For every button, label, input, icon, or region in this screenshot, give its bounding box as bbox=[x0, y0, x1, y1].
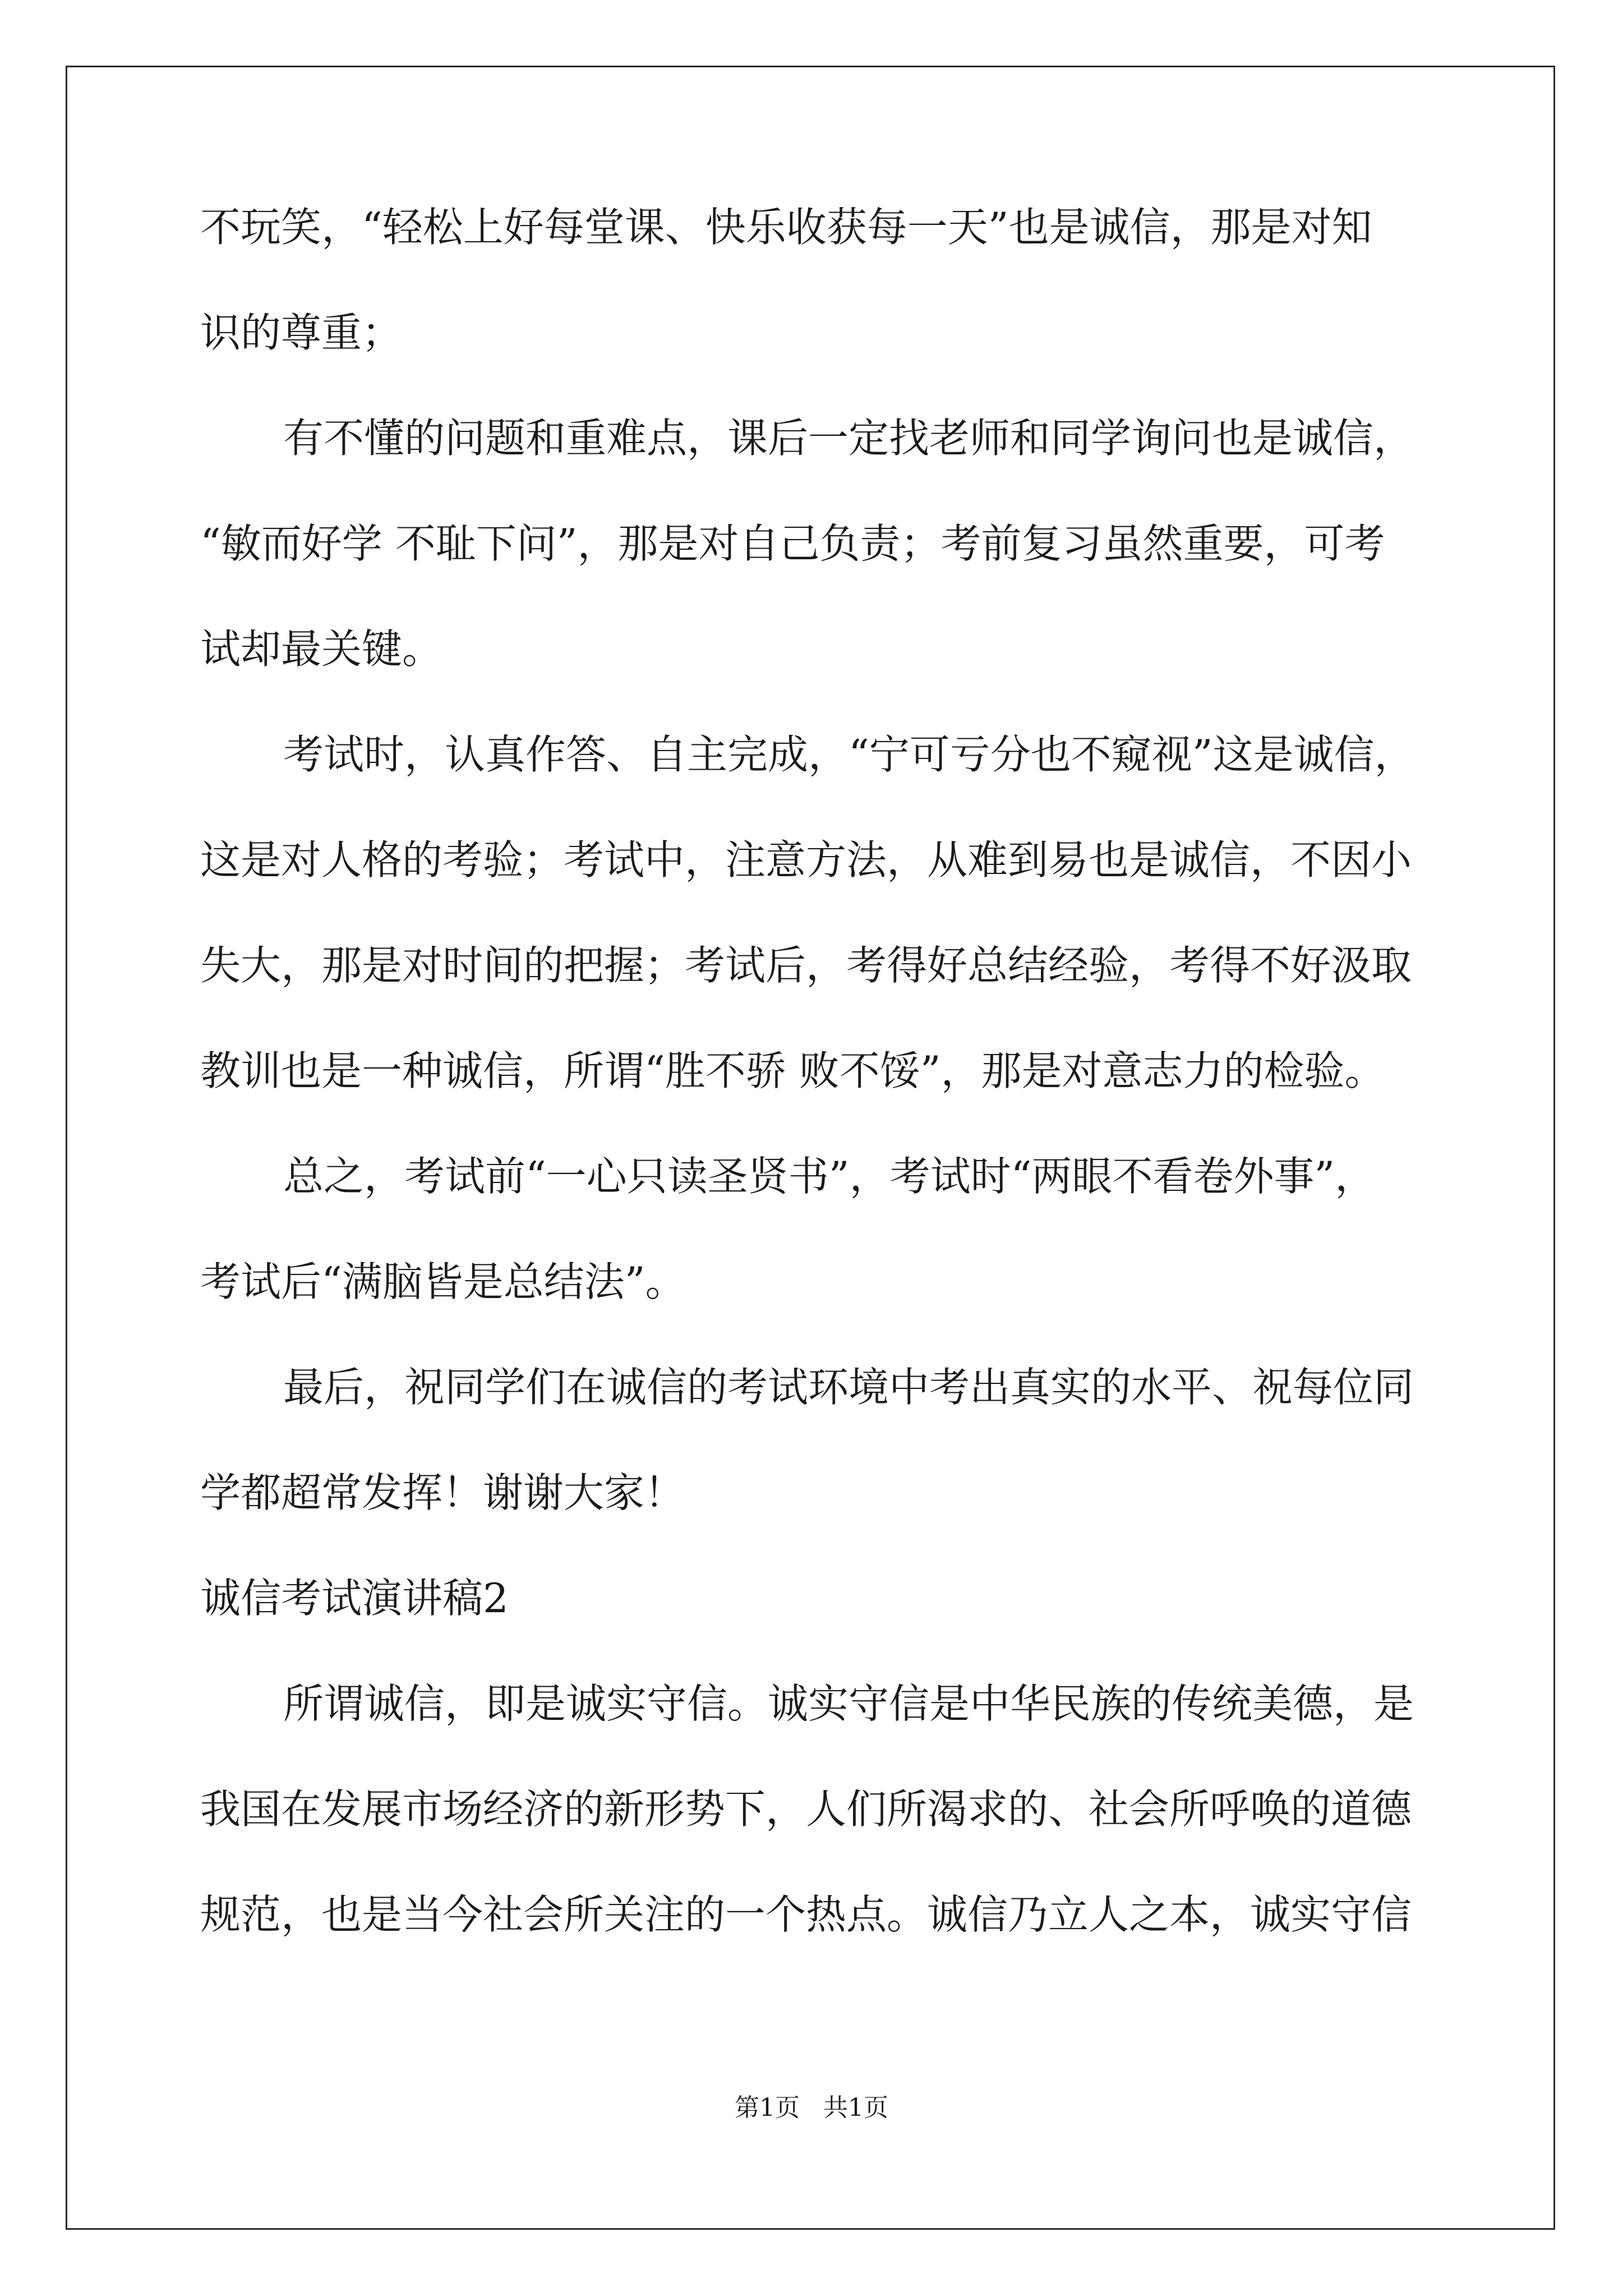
paragraph-start-line: 所谓诚信，即是诚实守信。诚实守信是中华民族的传统美德，是 bbox=[283, 1680, 1414, 1727]
text-line: 教训也是一种诚信，所谓“胜不骄 败不馁”，那是对意志力的检验。 bbox=[200, 1047, 1385, 1094]
paragraph-start-line: 有不懂的问题和重难点，课后一定找老师和同学询问也是诚信， bbox=[283, 415, 1414, 462]
text-line: 考试后“满脑皆是总结法”。 bbox=[200, 1258, 686, 1305]
section-heading: 诚信考试演讲稿2 bbox=[200, 1575, 509, 1622]
page-number-footer: 第1页 共1页 bbox=[735, 2093, 888, 2122]
paragraph-start-line: 考试时，认真作答、自主完成，“宁可亏分也不窥视”这是诚信， bbox=[283, 731, 1415, 778]
text-line: “敏而好学 不耻下问”，那是对自己负责；考前复习虽然重要，可考 bbox=[200, 520, 1385, 567]
text-line: 学都超常发挥！谢谢大家！ bbox=[200, 1469, 685, 1516]
text-line: 识的尊重； bbox=[200, 309, 403, 356]
paragraph-start-line: 总之，考试前“一心只读圣贤书”，考试时“两眼不看卷外事”， bbox=[283, 1153, 1376, 1200]
text-line: 不玩笑，“轻松上好每堂课、快乐收获每一天”也是诚信，那是对知 bbox=[200, 204, 1372, 251]
text-line: 试却最关键。 bbox=[200, 625, 443, 673]
paragraph-start-line: 最后，祝同学们在诚信的考试环境中考出真实的水平、祝每位同 bbox=[283, 1364, 1414, 1411]
text-line: 我国在发展市场经济的新形势下，人们所渴求的、社会所呼唤的道德 bbox=[200, 1786, 1412, 1833]
text-line: 规范，也是当今社会所关注的一个热点。诚信乃立人之本，诚实守信 bbox=[200, 1891, 1412, 1938]
text-line: 失大，那是对时间的把握；考试后，考得好总结经验，考得不好汲取 bbox=[200, 942, 1412, 989]
text-line: 这是对人格的考验；考试中，注意方法，从难到易也是诚信，不因小 bbox=[200, 836, 1412, 884]
